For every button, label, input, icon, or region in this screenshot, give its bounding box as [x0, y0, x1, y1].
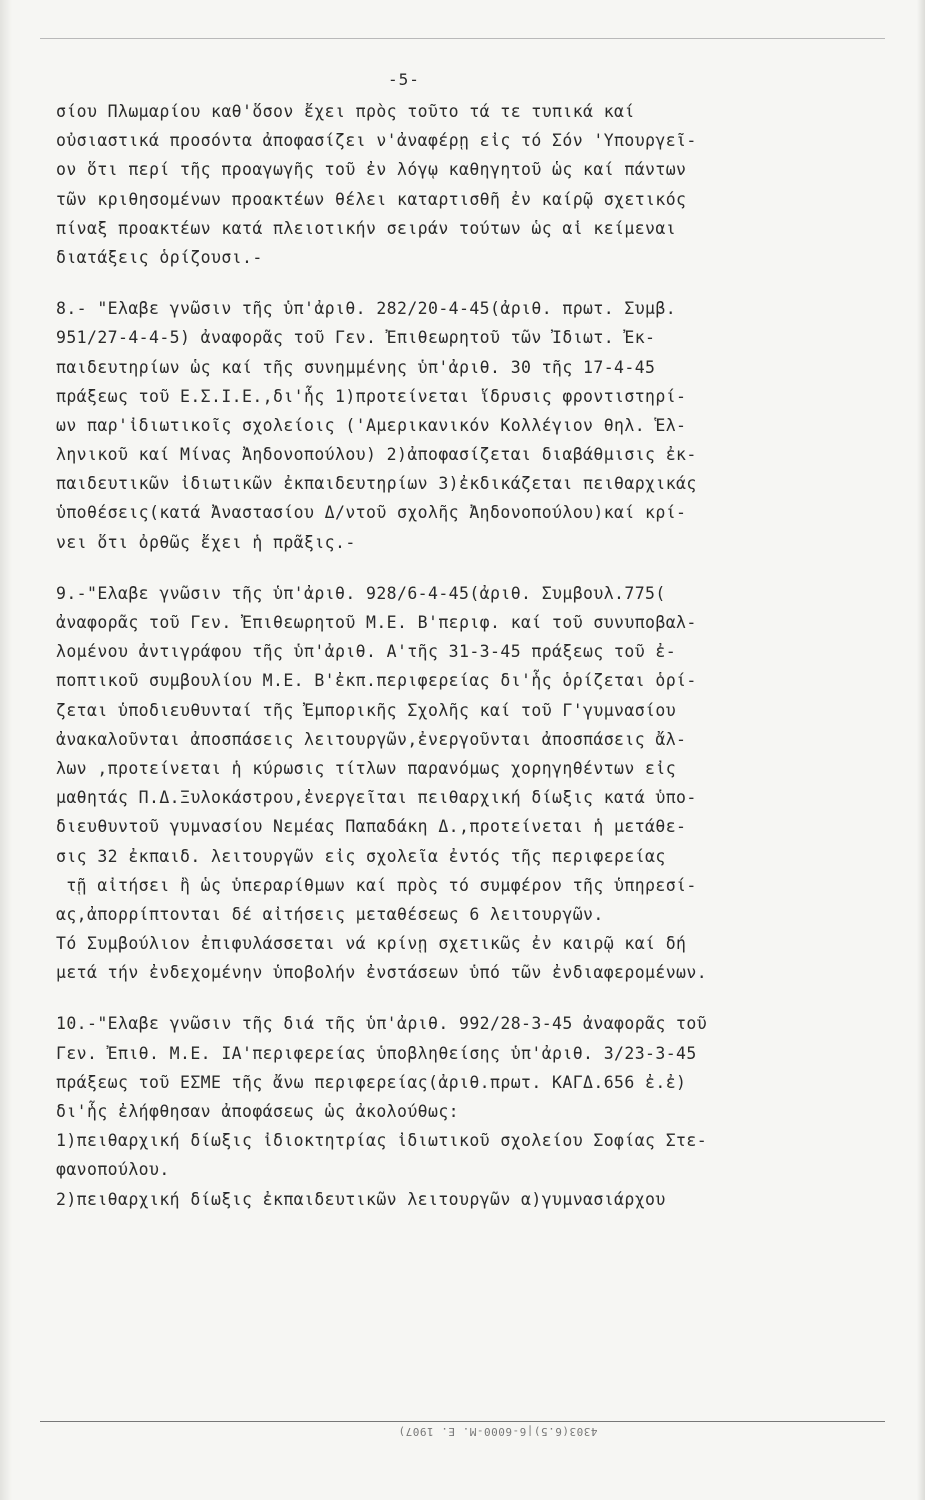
- text-line: 1)πειθαρχική δίωξις ἰδιοκτητρίας ἰδιωτικοῦ σχολείου Σοφίας Στε-: [56, 1131, 708, 1151]
- text-line: πράξεως τοῦ ΕΣΜΕ τῆς ἄνω περιφερείας(ἀριθ.πρωτ. ΚΑΓΔ.656 ἐ.ἐ): [56, 1072, 687, 1092]
- text-line: ων παρ'ἰδιωτικοῖς σχολείοις ('Αμερικανικόν Κολλέγιον θηλ. Ἑλ-: [56, 415, 687, 435]
- text-line: ἀναφορᾶς τοῦ Γεν. Ἐπιθεωρητοῦ Μ.Ε. Β'περιφ. καί τοῦ συνυποβαλ-: [56, 613, 697, 632]
- text-line: πράξεως τοῦ Ε.Σ.Ι.Ε.,δι'ἧς 1)προτείνεται ἵδρυσις φροντιστηρί-: [56, 386, 687, 406]
- text-line: Τό Συμβούλιον ἐπιφυλάσσεται νά κρίνῃ σχετικῶς ἐν καιρῷ καί δή: [56, 934, 687, 954]
- text-line: ποπτικοῦ συμβουλίου Μ.Ε. Β'ἐκπ.περιφερείας δι'ἧς ὁρίζεται ὁρί-: [56, 671, 697, 691]
- paragraph-gap: [56, 987, 906, 1009]
- paragraph-gap: [56, 557, 906, 579]
- text-line: 2)πειθαρχική δίωξις ἐκπαιδευτικῶν λειτουργῶν α)γυμνασιάρχου: [56, 1189, 666, 1209]
- text-line: νει ὅτι ὀρθῶς ἔχει ἡ πρᾶξις.-: [56, 532, 356, 552]
- text-line: Γεν. Ἐπιθ. Μ.Ε. ΙΑ'περιφερείας ὑποβληθείσης ὑπ'ἀριθ. 3/23-3-45: [56, 1043, 697, 1063]
- text-line: ας,ἀπορρίπτονται δέ αἰτήσεις μεταθέσεως 6 λειτουργῶν.: [56, 904, 604, 924]
- text-line: δι'ἧς ἐλήφθησαν ἀποφάσεως ὡς ἀκολούθως:: [56, 1102, 460, 1121]
- text-line: 8.- "Ελαβε γνῶσιν τῆς ὑπ'ἀριθ. 282/20-4-45(ἀριθ. πρωτ. Συμβ.: [56, 299, 677, 319]
- text-line: παιδευτηρίων ὡς καί τῆς συνημμένης ὑπ'ἀριθ. 30 τῆς 17-4-45: [56, 357, 656, 377]
- text-line: λων ,προτείνεται ἡ κύρωσις τίτλων παρανόμως χορηγηθέντων εἰς: [56, 758, 677, 778]
- scan-right-edge: [917, 0, 925, 1500]
- text-line: μαθητάς Π.Δ.Ξυλοκάστρου,ἐνεργεῖται πειθαρχική δίωξις κατά ὑπο-: [56, 788, 697, 808]
- text-line: παιδευτικῶν ἰδιωτικῶν ἐκπαιδευτηρίων 3)ἐκδικάζεται πειθαρχικάς: [56, 474, 697, 494]
- bottom-rule: [40, 1421, 885, 1422]
- text-line: ζεται ὑποδιευθυνταί τῆς Ἐμπορικῆς Σχολῆς καί τοῦ Γ'γυμνασίου: [56, 700, 677, 720]
- text-line: ὑποθέσεις(κατά Ἀναστασίου Δ/ντοῦ σχολῆς Ἀηδονοπούλου)καί κρί-: [56, 503, 687, 523]
- text-line: ον ὅτι περί τῆς προαγωγῆς τοῦ ἐν λόγῳ καθηγητοῦ ὡς καί πάντων: [56, 160, 687, 180]
- text-line: 951/27-4-4-5) ἀναφορᾶς τοῦ Γεν. Ἐπιθεωρητοῦ τῶν Ἰδιωτ. Ἐκ-: [56, 328, 656, 348]
- text-line: διατάξεις ὁρίζουσι.-: [56, 247, 263, 267]
- page-number: -5-: [388, 70, 420, 89]
- text-line: 10.-"Ελαβε γνῶσιν τῆς διά τῆς ὑπ'ἀριθ. 992/28-3-45 ἀναφορᾶς τοῦ: [56, 1014, 708, 1034]
- text-line: μετά τήν ἐνδεχομένην ὑποβολήν ἐνστάσεων ὑπό τῶν ἐνδιαφερομένων.: [56, 963, 708, 983]
- text-line: φανοπούλου.: [56, 1160, 170, 1180]
- text-line: τῶν κριθησομένων προακτέων θέλει καταρτισθῆ ἐν καίρῷ σχετικός: [56, 189, 687, 209]
- text-line: λομένου ἀντιγράφου τῆς ὑπ'ἀριθ. Α'τῆς 31-3-45 πράξεως τοῦ ἐ-: [56, 642, 677, 662]
- footer-stamp: 4303(6.5)|6-6000-M. E. 1907): [398, 1425, 598, 1438]
- top-rule: [40, 38, 885, 39]
- text-line: ἀνακαλοῦνται ἀποσπάσεις λειτουργῶν,ἐνεργοῦνται ἀποσπάσεις ἄλ-: [56, 729, 687, 749]
- text-line: σις 32 ἐκπαιδ. λειτουργῶν εἰς σχολεῖα ἐντός τῆς περιφερείας: [56, 846, 666, 866]
- body-text: [56, 97, 906, 1214]
- text-line: διευθυντοῦ γυμνασίου Νεμέας Παπαδάκη Δ.,προτείνεται ἡ μετάθε-: [56, 817, 687, 837]
- text-line: σίου Πλωμαρίου καθ'ὅσον ἔχει πρὸς τοῦτο τά τε τυπικά καί: [56, 102, 635, 121]
- text-line: πίναξ προακτέων κατά πλειοτικήν σειράν τούτων ὡς αἱ κείμεναι: [56, 218, 677, 238]
- text-line: 9.-"Ελαβε γνῶσιν τῆς ὑπ'ἀριθ. 928/6-4-45(ἀριθ. Συμβουλ.775(: [56, 583, 666, 603]
- paragraph-gap: [56, 272, 906, 294]
- text-line: οὐσιαστικά προσόντα ἀποφασίζει ν'ἀναφέρῃ εἰς τό Σόν 'Υπουργεῖ-: [56, 131, 697, 151]
- text-line: τῇ αἰτήσει ἢ ὡς ὑπεραρίθμων καί πρὸς τό συμφέρον τῆς ὑπηρεσί-: [56, 875, 697, 895]
- text-line: ληνικοῦ καί Μίνας Ἀηδονοπούλου) 2)ἀποφασίζεται διαβάθμισις ἐκ-: [56, 445, 697, 465]
- scan-left-edge: [0, 0, 12, 1500]
